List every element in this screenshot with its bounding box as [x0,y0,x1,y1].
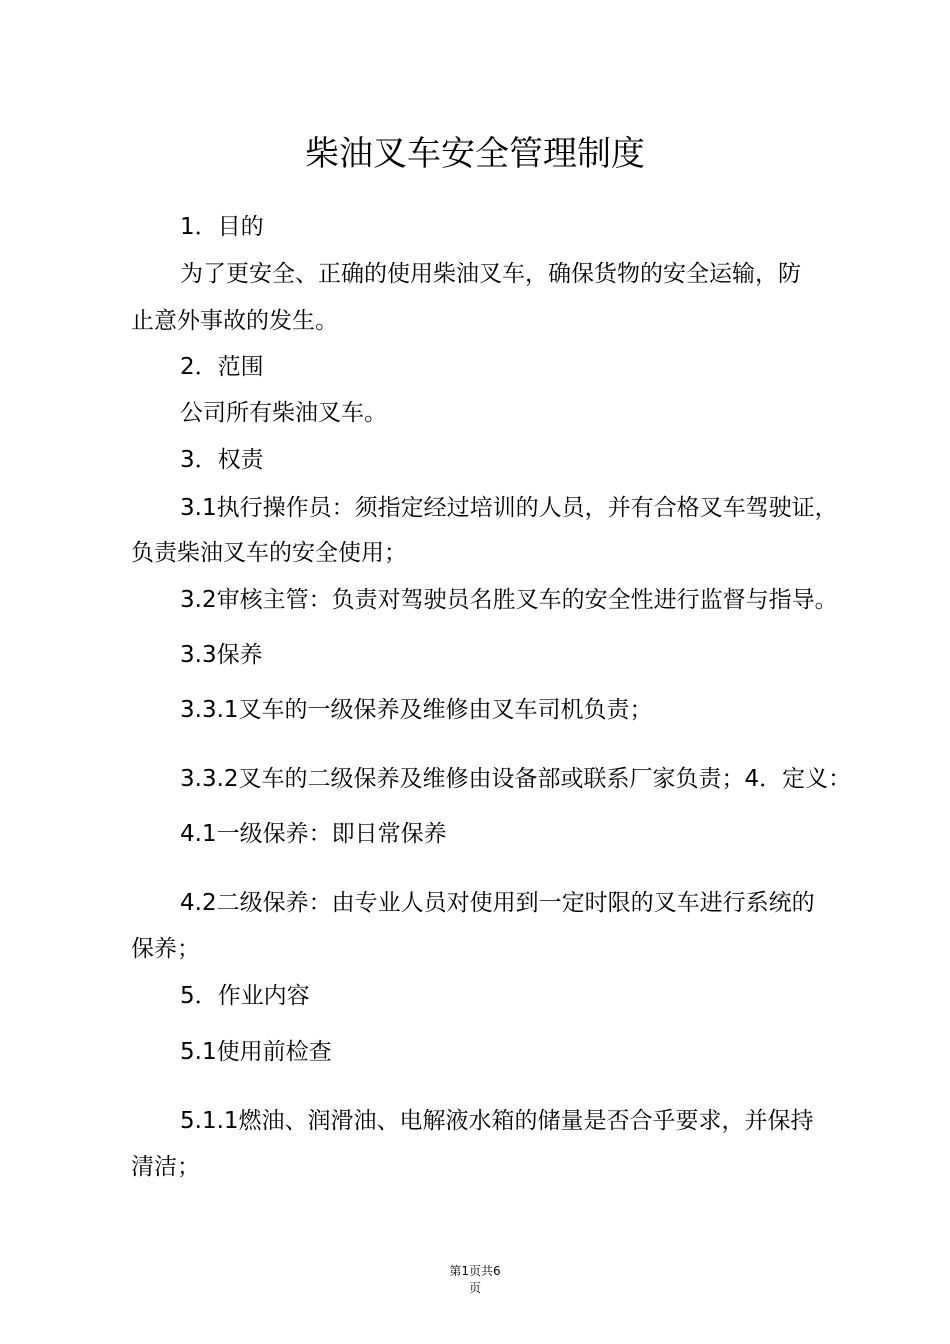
paragraph-line: 3.3.2叉车的二级保养及维修由设备部或联系厂家负责；4．定义： [180,766,852,792]
section-1-heading: 1．目的 [180,214,264,240]
section-3-heading: 3．权责 [180,447,264,473]
paragraph-line: 保养； [131,936,200,962]
section-5-heading: 5．作业内容 [180,983,310,1009]
page-number-line-2: 页 [468,1281,481,1295]
paragraph-line: 公司所有柴油叉车。 [180,400,387,426]
paragraph-line: 清洁； [131,1154,200,1180]
paragraph-line: 止意外事故的发生。 [131,308,338,334]
paragraph-line: 4.2二级保养：由专业人员对使用到一定时限的叉车进行系统的 [180,890,815,916]
page-title: 柴油叉车安全管理制度 [305,134,645,174]
section-2-heading: 2．范围 [180,354,264,380]
paragraph-line: 负责柴油叉车的安全使用； [131,540,407,566]
subsection-heading: 3.3保养 [180,642,263,668]
paragraph-line: 4.1一级保养：即日常保养 [180,821,447,847]
paragraph-line: 为了更安全、正确的使用柴油叉车，确保货物的安全运输，防 [180,261,801,287]
page-number-line-1: 第1页共6 [449,1264,501,1278]
paragraph-line: 3.2审核主管：负责对驾驶员名胜叉车的安全性进行监督与指导。 [180,587,838,613]
paragraph-line: 5.1.1燃油、润滑油、电解液水箱的储量是否合乎要求，并保持 [180,1108,814,1134]
subsection-heading: 5.1使用前检查 [180,1039,332,1065]
paragraph-line: 3.1执行操作员：须指定经过培训的人员，并有合格叉车驾驶证， [180,495,838,521]
page-footer [420,1263,530,1297]
paragraph-line: 3.3.1叉车的一级保养及维修由叉车司机负责； [180,697,653,723]
